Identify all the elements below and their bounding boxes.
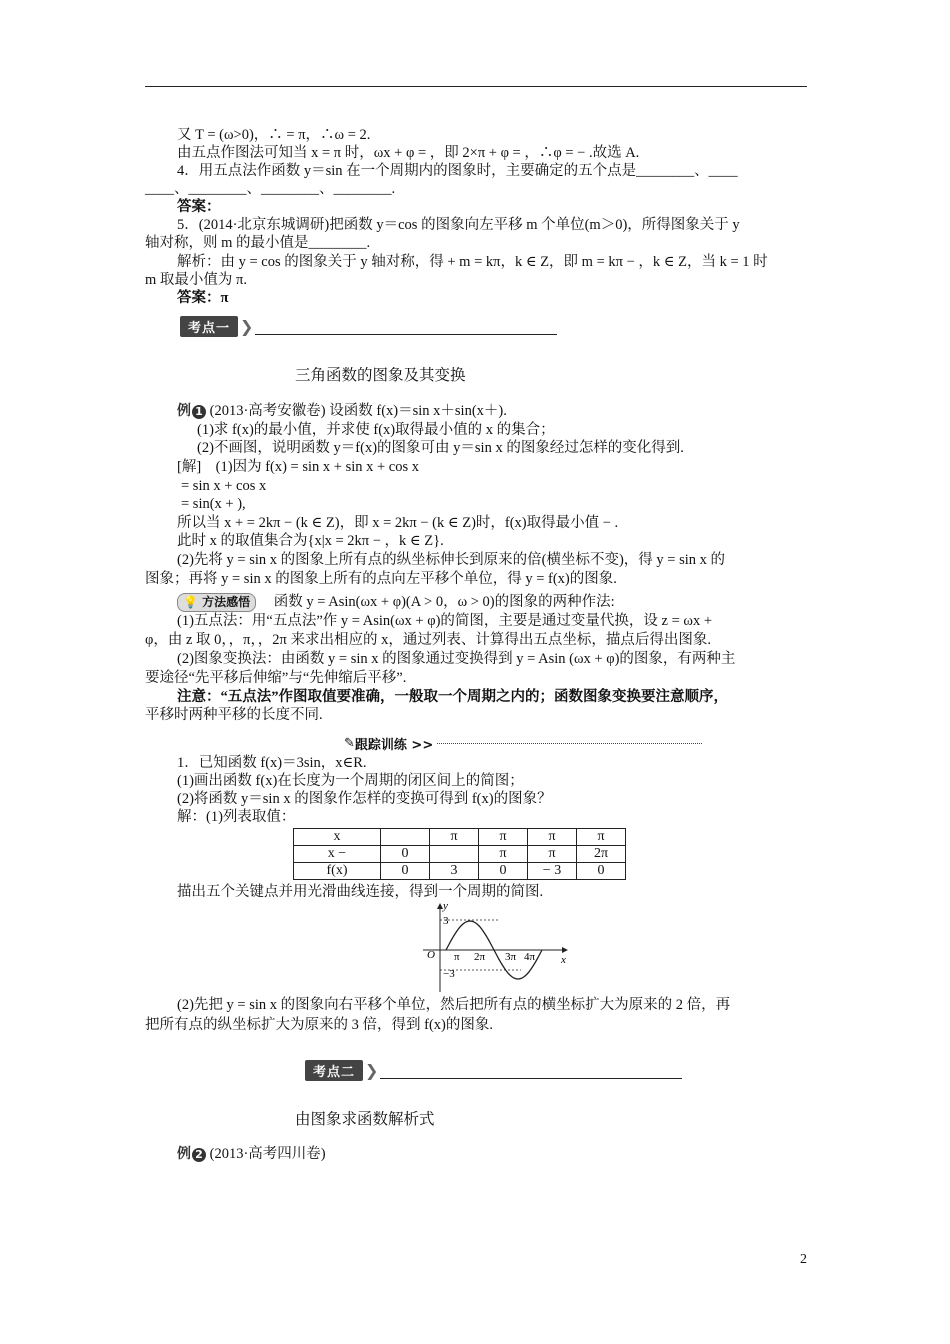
example-badge: 例 1 <box>177 403 206 419</box>
chevron-right-icon: ❯ <box>365 1060 379 1080</box>
sine-graph <box>415 900 575 995</box>
section-heading: 三角函数的图象及其变换 <box>295 366 466 384</box>
table-cell: π <box>577 829 626 846</box>
table-row <box>294 829 626 846</box>
table-cell: 0 <box>479 863 528 880</box>
answer-label: 答案： <box>177 199 221 215</box>
section-rule <box>255 334 557 335</box>
text-line: 4．用五点法作函数 y＝sin 在一个周期内的图象时，主要确定的五个点是________、____ <box>177 163 738 179</box>
table-cell: π <box>528 829 577 846</box>
page-number: 2 <box>800 1252 807 1267</box>
chevron-right-icon: ❯ <box>240 316 254 336</box>
method-badge: 💡 方法感悟 <box>177 593 256 612</box>
table-cell: f(x) <box>294 863 381 880</box>
method-line: 注意：“五点法”作图取值要准确，一般取一个周期之内的；函数图象变换要注意顺序， <box>177 689 728 705</box>
table-cell <box>381 829 430 846</box>
text-line: 轴对称，则 m 的最小值是________. <box>145 235 371 251</box>
exercise-line: (2)将函数 y＝sin x 的图象作怎样的变换可得到 f(x)的图象？ <box>177 791 552 807</box>
table-cell: 2π <box>577 846 626 863</box>
table-row <box>294 846 626 863</box>
method-line: (1)五点法：用“五点法”作 y = Asin(ωx + φ)的简图，主要是通过变量代换，设 z = ωx + <box>177 613 713 629</box>
x-tick-label: 3π <box>505 951 517 963</box>
table-cell: − 3 <box>528 863 577 880</box>
origin-label: O <box>427 949 435 961</box>
x-tick-label: 2π <box>474 951 486 963</box>
table-cell: 3 <box>430 863 479 880</box>
table-cell: π <box>528 846 577 863</box>
exercise-line: 描出五个关键点并用光滑曲线连接，得到一个周期的简图. <box>177 884 544 900</box>
method-line: φ，由 z 取 0，，π，，2π 来求出相应的 x，通过列表、计算得出五点坐标，描点后得出图象. <box>145 632 711 648</box>
table-row <box>294 863 626 880</box>
value-table <box>293 828 626 880</box>
section-rule <box>380 1078 682 1079</box>
question-line: (1)求 f(x)的最小值，并求使 f(x)取得最小值的 x 的集合； <box>197 422 555 438</box>
track-label: 跟踪训练 >> <box>354 738 434 753</box>
solution-line: (2)先将 y = sin x 的图象上所有点的纵坐标伸长到原来的倍(横坐标不变)，得 y = sin x 的 <box>177 552 726 568</box>
example-text: (2013·高考安徽卷) 设函数 f(x)＝sin x＋sin(x＋). <box>209 403 507 419</box>
text-line: 解析：由 y = cos 的图象关于 y 轴对称，得 + m = kπ，k ∈ Z，即 m = kπ − ，k ∈ Z，当 k = 1 时 <box>177 254 768 270</box>
table-cell <box>430 846 479 863</box>
table-cell: π <box>430 829 479 846</box>
method-text: 函数 y = Asin(ωx + φ)(A > 0，ω > 0)的图象的两种作法: <box>273 594 615 610</box>
x-tick-label: 4π <box>524 951 536 963</box>
dotted-rule <box>437 743 702 744</box>
section-tag-label: 考点一 <box>180 316 238 337</box>
text-line: 由五点作图法可知当 x = π 时，ωx + φ = ，即 2×π + φ = ，∴φ = − .故选 A. <box>177 145 640 161</box>
exercise-line: (2)先把 y = sin x 的图象向右平移个单位，然后把所有点的横坐标扩大为原来的 2 倍，再 <box>177 997 731 1013</box>
solution-line: 所以当 x + = 2kπ − (k ∈ Z)，即 x = 2kπ − (k ∈ Z)时，f(x)取得最小值 − . <box>177 515 619 531</box>
method-line: (2)图象变换法：由函数 y = sin x 的图象通过变换得到 y = Asin (ωx + φ)的图象，有两种主 <box>177 651 736 667</box>
exercise-line: 解：(1)列表取值： <box>177 809 296 825</box>
solution-line: 此时 x 的取值集合为{x|x = 2kπ − ，k ∈ Z}. <box>177 533 444 549</box>
exercise-line: 把所有点的纵坐标扩大为原来的 3 倍，得到 f(x)的图象. <box>145 1017 493 1033</box>
y-min-label: −3 <box>443 968 455 980</box>
exercise-line: 1．已知函数 f(x)＝3sin，x∈R. <box>177 755 367 771</box>
section-tag-1 <box>180 316 253 336</box>
method-line: 要途径“先平移后伸缩”与“先伸缩后平移”. <box>145 670 407 686</box>
text-line: 5．(2014·北京东城调研)把函数 y＝cos 的图象向左平移 m 个单位(m＞0)，所得图象关于 y <box>177 217 740 233</box>
method-line <box>177 593 615 612</box>
table-cell: π <box>479 846 528 863</box>
solution-line: 图象；再将 y = sin x 的图象上所有的点向左平移个单位，得 y = f(x)的图象. <box>145 571 617 587</box>
example-text: (2013·高考四川卷) <box>209 1146 326 1162</box>
solution-line: [解] (1)因为 f(x) = sin x + sin x + cos x <box>177 459 420 475</box>
text-line: ____、________、________、________. <box>145 181 396 197</box>
header-rule <box>145 86 807 87</box>
x-tick-label: π <box>454 951 460 963</box>
example-title <box>177 1146 326 1163</box>
text-line: m 取最小值为 π. <box>145 272 247 288</box>
table-cell: 0 <box>577 863 626 880</box>
table-cell: π <box>479 829 528 846</box>
question-line: (2)不画图，说明函数 y＝f(x)的图象可由 y＝sin x 的图象经过怎样的变化得到. <box>197 440 684 456</box>
x-axis-label: x <box>561 954 566 966</box>
example-title <box>177 403 507 420</box>
y-max-label: 3 <box>443 915 449 927</box>
section-tag-label: 考点二 <box>305 1060 363 1081</box>
table-cell: x − <box>294 846 381 863</box>
solution-line: = sin x + cos x <box>181 478 267 494</box>
table-cell: x <box>294 829 381 846</box>
solution-line: = sin(x + ), <box>181 496 246 512</box>
section-tag-2 <box>305 1060 378 1080</box>
table-cell: 0 <box>381 863 430 880</box>
exercise-line: (1)画出函数 f(x)在长度为一个周期的闭区间上的简图； <box>177 773 524 789</box>
method-line: 平移时两种平移的长度不同. <box>145 707 323 723</box>
section-heading: 由图象求函数解析式 <box>295 1110 435 1128</box>
answer-line: 答案：π <box>177 290 229 306</box>
text-line: 又 T = (ω>0)，∴ = π，∴ω = 2. <box>177 127 371 143</box>
track-training-header <box>344 734 702 753</box>
pencil-icon: ✎ <box>344 736 355 751</box>
example-badge: 例 2 <box>177 1146 206 1162</box>
table-cell: 0 <box>381 846 430 863</box>
y-axis-label: y <box>443 900 448 912</box>
